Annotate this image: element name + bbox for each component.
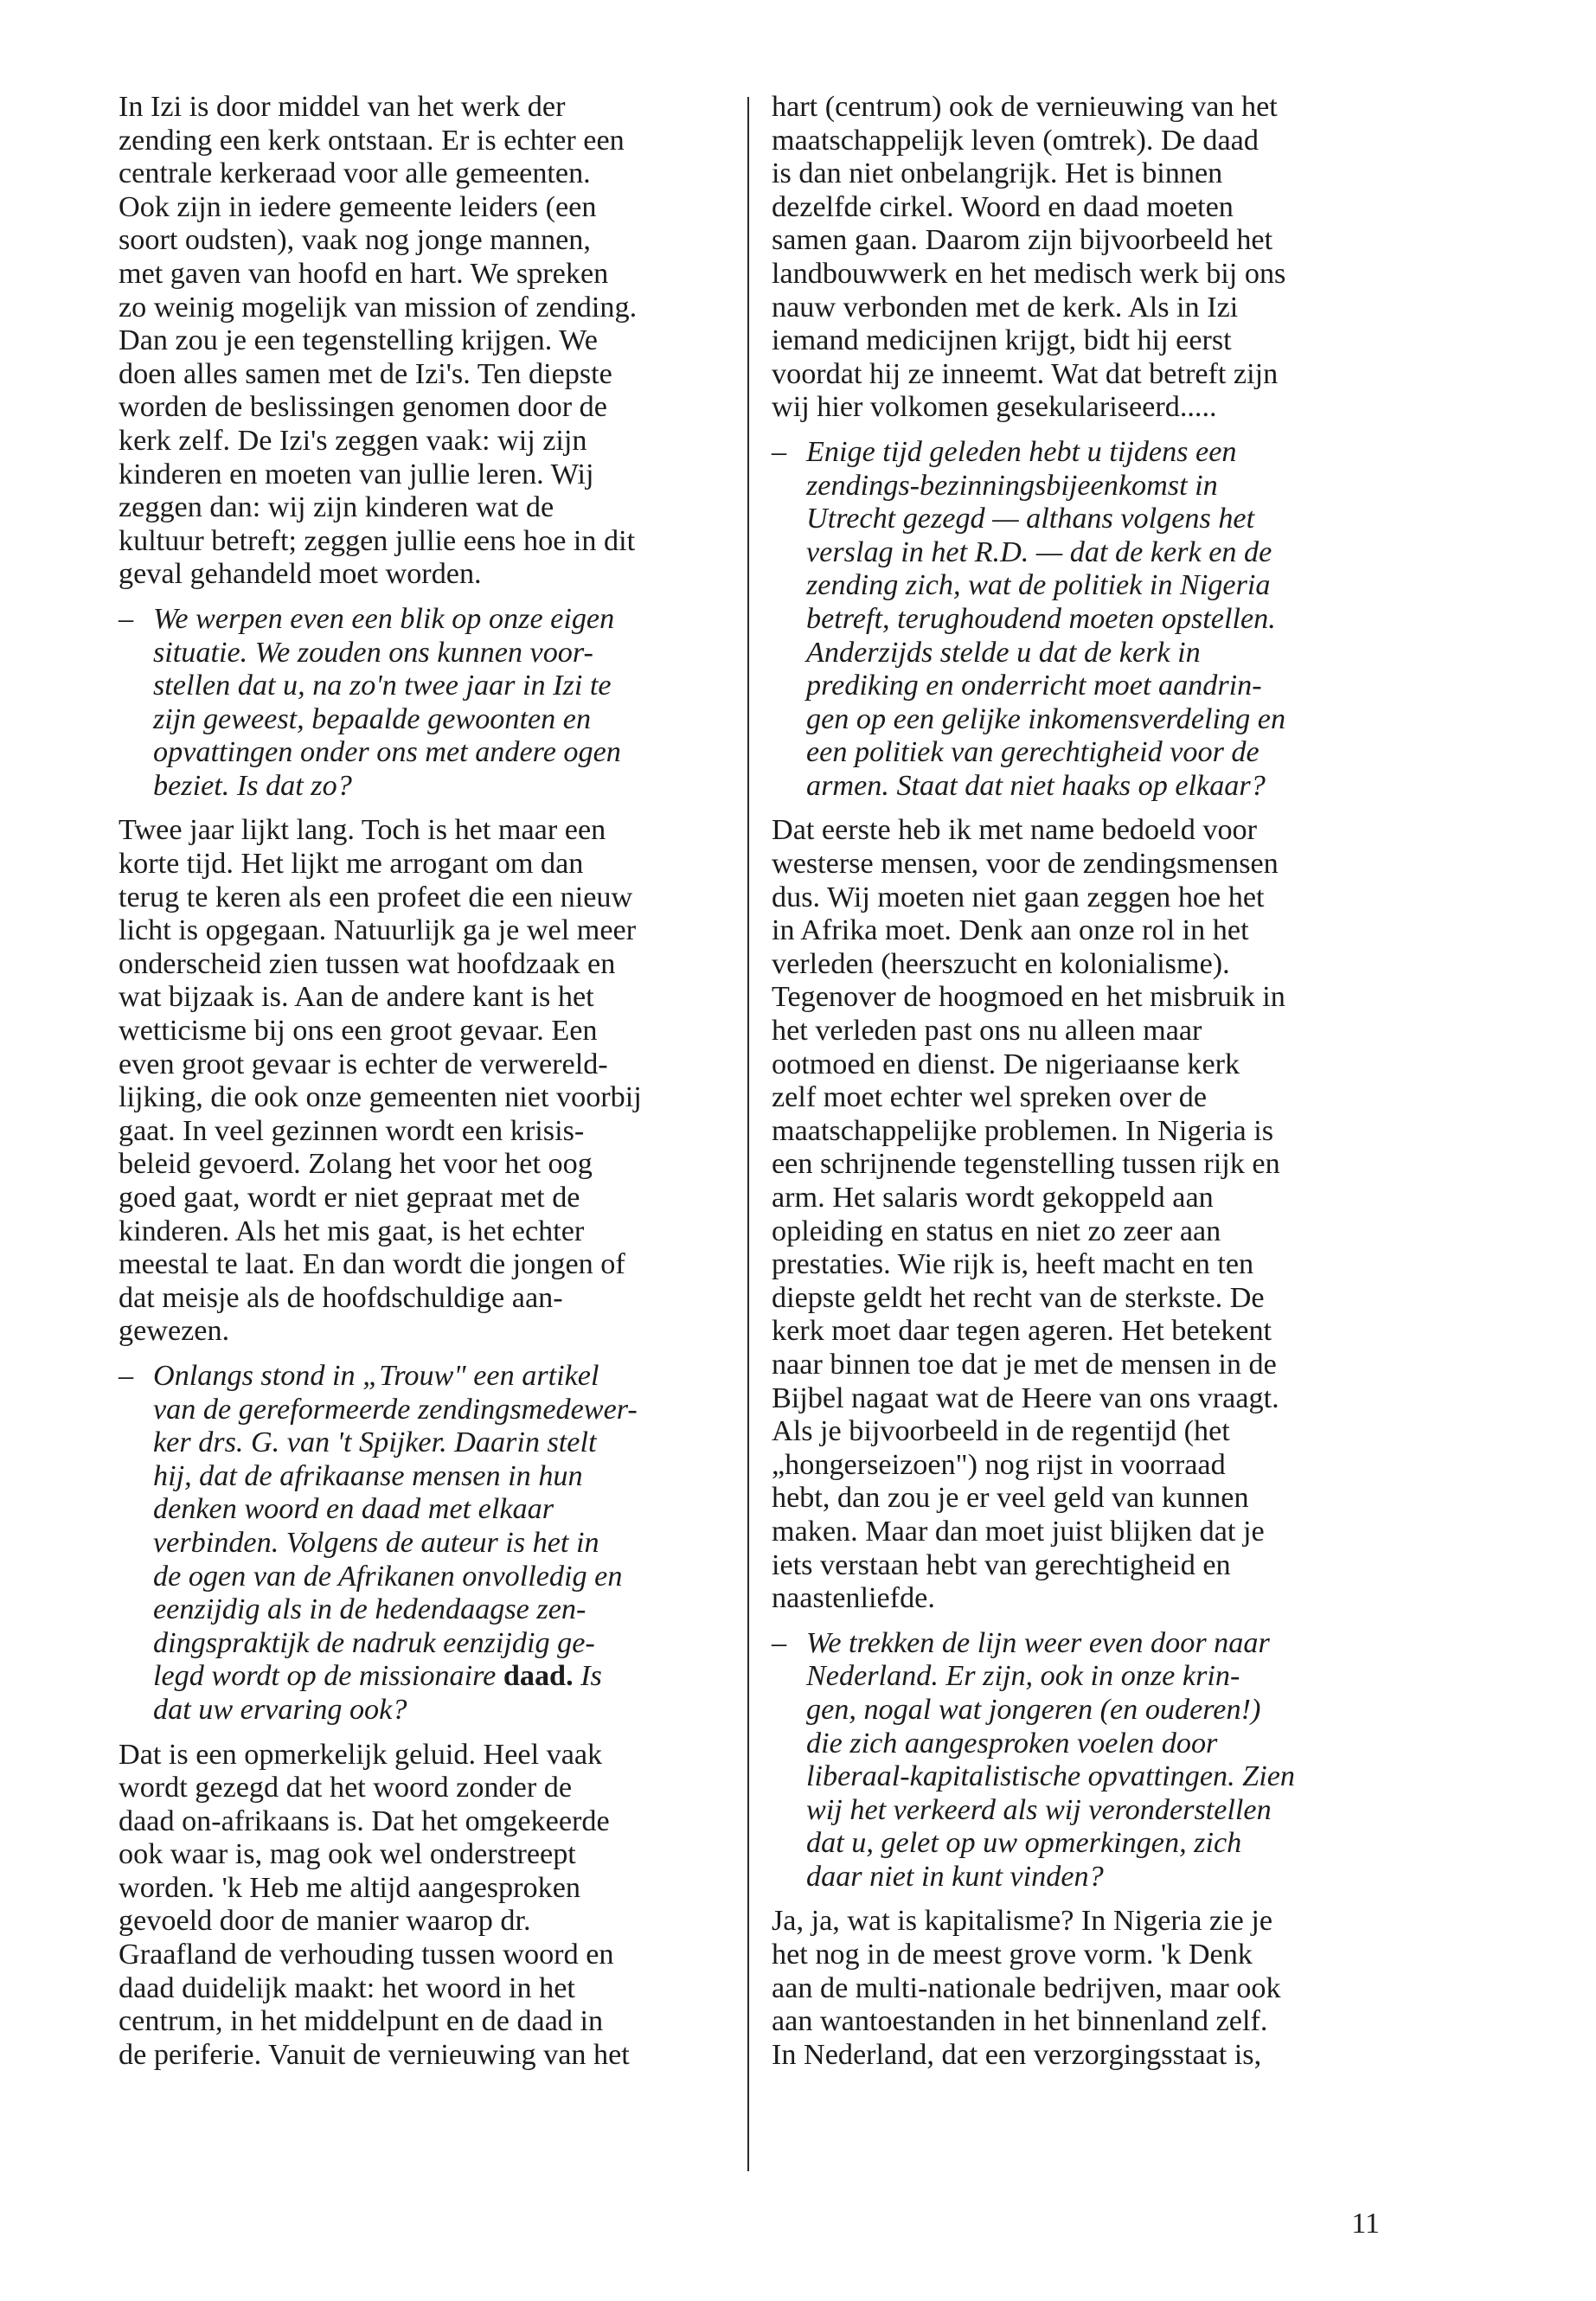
question-dash: – <box>119 1359 134 1392</box>
paragraph: Ja, ja, wat is kapitalisme? In Nigeria zie je het nog in de meest grove vorm. 'k Denk aan de multi-nationale bedrijven, maar ook aan wantoestanden in het binnenland zelf. In Nederland, dat een verzorgingsstaat is, <box>772 1905 1281 2071</box>
question-dash: – <box>119 602 134 635</box>
question-text <box>153 1360 638 1727</box>
question-text: We werpen even een blik op onze eigen situatie. We zouden ons kunnen voor- stellen dat u, na zo'n twee jaar in Izi te zijn geweest, bepaalde gewoonten en opvattingen onder ons met andere ogen beziet. Is dat zo? <box>153 602 621 802</box>
paragraph: Dat is een opmerkelijk geluid. Heel vaak wordt gezegd dat het woord zonder de daad on-afrikaans is. Dat het omgekeerde ook waar is, mag ook wel onderstreept worden. 'k Heb me altijd aangesproken gevoeld door de manier waarop dr. Graafland de verhouding tussen woord en daad duidelijk maakt: het woord in het centrum, in het middelpunt en de daad in de periferie. Vanuit de vernieuwing van het <box>119 1738 630 2071</box>
column-divider <box>747 97 749 2171</box>
paragraph: Twee jaar lijkt lang. Toch is het maar een korte tijd. Het lijkt me arrogant om dan terug te keren als een profeet die een nieuw licht is opgegaan. Natuurlijk ga je wel meer onderscheid zien tussen wat hoofdzaak en wat bijzaak is. Aan de andere kant is het wetticisme bij ons een groot gevaar. Een even groot gevaar is echter de verwereld- lijking, die ook onze gemeenten niet voorbij gaat. In veel gezinnen wordt een krisis- beleid gevoerd. Zolang het voor het oog goed gaat, wordt er niet gepraat met de kinderen. Als het mis gaat, is het echter meestal te laat. En dan wordt die jongen of dat meisje als de hoofdschuldige aan- gewezen. <box>119 814 642 1348</box>
question-text-part: Is dat uw ervaring ook? <box>153 1660 602 1726</box>
question-text: Enige tijd geleden hebt u tijdens een zendings-bezinningsbijeenkomst in Utrecht gezegd — althans volgens het verslag in het R.D. — dat de kerk en de zending zich, wat de politiek in Nigeria betreft, terughoudend moeten opstellen. Anderzijds stelde u dat de kerk in prediking en onderricht moet aandrin- gen op een gelijke inkomensverdeling en een politiek van gerechtigheid voor de armen. Staat dat niet haaks op elkaar? <box>806 435 1286 802</box>
paragraph: Dat eerste heb ik met name bedoeld voor westerse mensen, voor de zendingsmensen dus. Wij moeten niet gaan zeggen hoe het in Afrika moet. Denk aan onze rol in het verleden (heerszucht en kolonialisme). Tegenover de hoogmoed en het misbruik in het verleden past ons nu alleen maar ootmoed en dienst. De nigeriaanse kerk zelf moet echter wel spreken over de maatschappelijke problemen. In Nigeria is een schrijnende tegenstelling tussen rijk en arm. Het salaris wordt gekoppeld aan opleiding en status en niet zo zeer aan prestaties. Wie rijk is, heeft macht en ten diepste geldt het recht van de sterkste. De kerk moet daar tegen ageren. Het betekent naar binnen toe dat je met de mensen in de Bijbel nagaat wat de Heere van ons vraagt. Als je bijvoorbeeld in de regentijd (het „hongerseizoen") nog rijst in voorraad hebt, dan zou je er veel geld van kunnen maken. Maar dan moet juist blijken dat je iets verstaan hebt van gerechtigheid en naastenliefde. <box>772 814 1285 1615</box>
question-dash: – <box>772 1626 787 1659</box>
right-column <box>772 91 1377 2083</box>
paragraph: In Izi is door middel van het werk der zending een kerk ontstaan. Er is echter een centrale kerkeraad voor alle gemeenten. Ook zijn in iedere gemeente leiders (een soort oudsten), vaak nog jonge mannen, met gaven van hoofd en hart. We spreken zo weinig mogelijk van mission of zending. Dan zou je een tegenstelling krijgen. We doen alles samen met de Izi's. Ten diepste worden de beslissingen genomen door de kerk zelf. De Izi's zeggen vaak: wij zijn kinderen en moeten van jullie leren. Wij zeggen dan: wij zijn kinderen wat de kultuur betreft; zeggen jullie eens hoe in dit geval gehandeld moet worden. <box>119 91 638 591</box>
question-dash: – <box>772 435 787 468</box>
paragraph: hart (centrum) ook de vernieuwing van het maatschappelijk leven (omtrek). De daad is dan niet onbelangrijk. Het is binnen dezelfde cirkel. Woord en daad moeten samen gaan. Daarom zijn bijvoorbeeld het landbouwwerk en het medisch werk bij ons nauw verbonden met de kerk. Als in Izi iemand medicijnen krijgt, bidt hij eerst voordat hij ze inneemt. Wat dat betreft zijn wij hier volkomen gesekulariseerd..... <box>772 91 1286 424</box>
emphasis-word: daad. <box>503 1660 574 1693</box>
interview-question <box>772 1627 1377 1894</box>
page-number: 11 <box>1351 2208 1380 2240</box>
question-text-part: Onlangs stond in „Trouw" een artikel van de gereformeerde zendingsmedewer- ker drs. G. van 't Spijker. Daarin stelt hij, dat de afrikaanse mensen in hun denken woord en daad met elkaar verbinden. Volgens de auteur is het in de ogen van de Afrikanen onvolledig en eenzijdig als in de hedendaagse zen- dingspraktijk de nadruk eenzijdig ge- legd wordt op de missionaire <box>153 1359 638 1693</box>
interview-question <box>772 436 1377 804</box>
interview-question <box>119 1360 724 1727</box>
left-column <box>119 91 724 2083</box>
question-text: We trekken de lijn weer even door naar Nederland. Er zijn, ook in onze krin- gen, nogal wat jongeren (en ouderen!) die zich aangesproken voelen door liberaal-kapitalistische opvattingen. Zien wij het verkeerd als wij veronderstellen dat u, gelet op uw opmerkingen, zich daar niet in kunt vinden? <box>806 1626 1295 1893</box>
interview-question <box>119 603 724 804</box>
